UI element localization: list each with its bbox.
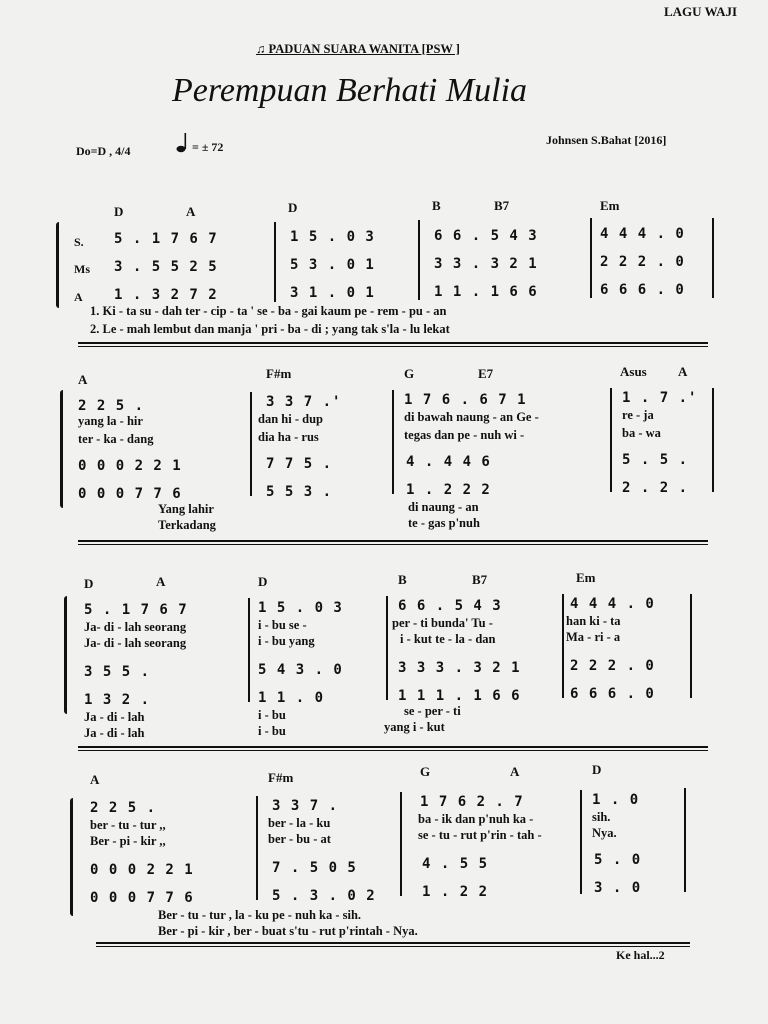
lyric-line: Ja - di - lah	[84, 710, 145, 724]
choir-subtitle: ♫ PADUAN SUARA WANITA [PSW ]	[256, 42, 460, 56]
mezzo-notes: 5 3 . 0 1	[290, 257, 375, 273]
chord: A	[678, 364, 688, 379]
mezzo-notes: 3 . 5 5 2 5	[114, 259, 218, 275]
part-label: A	[74, 290, 83, 304]
next-page-note: Ke hal...2	[616, 948, 665, 962]
alto-notes: 5 5 3 .	[266, 484, 333, 500]
mezzo-notes: 4 . 4 4 6	[406, 454, 491, 470]
composer: Johnsen S.Bahat [2016]	[546, 133, 667, 147]
lyric-line: ber - tu - tur ,,	[90, 818, 166, 832]
soprano-notes: 1 . 0	[592, 792, 640, 808]
system-divider	[78, 342, 708, 347]
barline	[610, 388, 612, 492]
chord: B7	[472, 572, 488, 587]
barline	[256, 796, 258, 900]
lyric-line: dia ha - rus	[258, 430, 319, 444]
soprano-notes: 1 7 6 . 6 7 1	[404, 392, 527, 408]
chord: F#m	[268, 770, 294, 785]
barline	[250, 392, 252, 496]
staff-brace	[56, 222, 59, 308]
alto-notes: 1 1 1 . 1 6 6	[398, 688, 521, 704]
alto-notes: 1 1 . 1 6 6	[434, 284, 538, 300]
soprano-notes: 4 4 4 . 0	[600, 226, 685, 242]
lyric-line: i - kut te - la - dan	[400, 632, 496, 646]
lyric-line: ba - ik dan p'nuh ka -	[418, 812, 534, 826]
barline	[274, 222, 276, 302]
mezzo-notes: 2 2 2 . 0	[600, 254, 685, 270]
barline	[400, 792, 402, 896]
staff-brace	[70, 798, 73, 916]
soprano-notes: 1 . 7 .'	[622, 390, 698, 406]
soprano-notes: 6 6 . 5 4 3	[434, 228, 538, 244]
system-divider	[78, 540, 708, 545]
mezzo-notes: 7 . 5 0 5	[272, 860, 357, 876]
lyric-line: yang i - kut	[384, 720, 445, 734]
lyric-verse-1: 1. Ki - ta su - dah ter - cip - ta ' se - ba - gai kaum pe - rem - pu - an	[90, 304, 447, 318]
lyric-line: i - bu yang	[258, 634, 315, 648]
chord: F#m	[266, 366, 292, 381]
chord: D	[114, 204, 124, 219]
lyric-line: han ki - ta	[566, 614, 621, 628]
staff-brace	[60, 390, 63, 508]
alto-notes: 1 . 2 2	[422, 884, 489, 900]
chord: D	[288, 200, 298, 215]
lyric-line: Ja - di - lah	[84, 726, 145, 740]
lyric-line: sih.	[592, 810, 611, 824]
barline	[392, 390, 394, 494]
lyric-line: Ja- di - lah seorang	[84, 620, 187, 634]
alto-notes: 3 . 0	[594, 880, 642, 896]
barline	[712, 218, 714, 298]
lyric-line: Ber - pi - kir ,,	[90, 834, 166, 848]
barline	[248, 598, 250, 702]
key-signature: Do=D , 4/4	[76, 144, 131, 158]
soprano-notes: 6 6 . 5 4 3	[398, 598, 502, 614]
alto-notes: 1 1 . 0	[258, 690, 325, 706]
chord: E7	[478, 366, 494, 381]
part-label: Ms	[74, 262, 90, 276]
quarter-note-icon	[176, 132, 190, 159]
alto-notes: 0 0 0 7 7 6	[90, 890, 194, 906]
system-divider	[78, 746, 708, 751]
barline	[386, 596, 388, 700]
soprano-notes: 4 4 4 . 0	[570, 596, 655, 612]
mezzo-notes: 5 . 5 .	[622, 452, 689, 468]
soprano-notes: 5 . 1 7 6 7	[114, 231, 218, 247]
barline	[684, 788, 686, 892]
chord: A	[90, 772, 100, 787]
lyric-line: ba - wa	[622, 426, 661, 440]
soprano-notes: 3 3 7 .	[272, 798, 339, 814]
mezzo-notes: 5 4 3 . 0	[258, 662, 343, 678]
barline	[690, 594, 692, 698]
barline	[562, 594, 564, 698]
barline	[712, 388, 714, 492]
lyric-line: tegas dan pe - nuh wi -	[404, 428, 525, 442]
lyric-line: Ber - pi - kir , ber - buat s'tu - rut p'rintah - Nya.	[158, 924, 418, 938]
lyric-line: yang la - hir	[78, 414, 143, 428]
alto-notes: 0 0 0 7 7 6	[78, 486, 182, 502]
alto-notes: 3 1 . 0 1	[290, 285, 375, 301]
song-title: Perempuan Berhati Mulia	[172, 72, 528, 109]
lyric-line: Terkadang	[158, 518, 216, 532]
soprano-notes: 3 3 7 .'	[266, 394, 342, 410]
lyric-line: ber - bu - at	[268, 832, 331, 846]
mezzo-notes: 3 3 3 . 3 2 1	[398, 660, 521, 676]
chord: D	[84, 576, 94, 591]
chord: D	[592, 762, 602, 777]
soprano-notes: 1 5 . 0 3	[290, 229, 375, 245]
lyric-line: i - bu	[258, 708, 286, 722]
mezzo-notes: 0 0 0 2 2 1	[78, 458, 182, 474]
lyric-line: Nya.	[592, 826, 617, 840]
mezzo-notes: 2 2 2 . 0	[570, 658, 655, 674]
chord: A	[78, 372, 88, 387]
chord: Asus	[620, 364, 647, 379]
lyric-line: Ma - ri - a	[566, 630, 621, 644]
lyric-line: i - bu	[258, 724, 286, 738]
chord: D	[258, 574, 268, 589]
soprano-notes: 1 7 6 2 . 7	[420, 794, 524, 810]
mezzo-notes: 3 3 . 3 2 1	[434, 256, 538, 272]
lyric-line: ber - la - ku	[268, 816, 331, 830]
soprano-notes: 1 5 . 0 3	[258, 600, 343, 616]
lyric-line: per - ti bunda' Tu -	[392, 616, 493, 630]
chord: A	[510, 764, 520, 779]
alto-notes: 1 . 3 2 7 2	[114, 287, 218, 303]
lyric-line: di bawah naung - an Ge -	[404, 410, 539, 424]
lyric-line: se - per - ti	[404, 704, 461, 718]
lyric-line: re - ja	[622, 408, 654, 422]
part-label: S.	[74, 235, 84, 249]
lyric-line: se - tu - rut p'rin - tah -	[418, 828, 542, 842]
lyric-line: i - bu se -	[258, 618, 307, 632]
alto-notes: 1 3 2 .	[84, 692, 151, 708]
soprano-notes: 2 2 5 .	[78, 398, 145, 414]
lyric-line: di naung - an	[408, 500, 479, 514]
mezzo-notes: 7 7 5 .	[266, 456, 333, 472]
system-divider	[96, 942, 690, 947]
lyric-line: Ber - tu - tur , la - ku pe - nuh ka - sih.	[158, 908, 362, 922]
mezzo-notes: 4 . 5 5	[422, 856, 489, 872]
chord: B	[432, 198, 441, 213]
tempo: = ± 72	[192, 140, 224, 154]
chord: Em	[576, 570, 596, 585]
staff-brace	[64, 596, 67, 714]
mezzo-notes: 0 0 0 2 2 1	[90, 862, 194, 878]
barline	[590, 218, 592, 298]
soprano-notes: 5 . 1 7 6 7	[84, 602, 188, 618]
alto-notes: 6 6 6 . 0	[600, 282, 685, 298]
alto-notes: 1 . 2 2 2	[406, 482, 491, 498]
chord: B	[398, 572, 407, 587]
corner-label: LAGU WAJI	[664, 4, 738, 19]
chord: Em	[600, 198, 620, 213]
soprano-notes: 2 2 5 .	[90, 800, 157, 816]
alto-notes: 6 6 6 . 0	[570, 686, 655, 702]
lyric-verse-2: 2. Le - mah lembut dan manja ' pri - ba - di ; yang tak s'la - lu lekat	[90, 322, 450, 336]
alto-notes: 2 . 2 .	[622, 480, 689, 496]
chord: G	[404, 366, 415, 381]
lyric-line: dan hi - dup	[258, 412, 323, 426]
lyric-line: Yang lahir	[158, 502, 214, 516]
chord: A	[156, 574, 166, 589]
alto-notes: 5 . 3 . 0 2	[272, 888, 376, 904]
lyric-line: te - gas p'nuh	[408, 516, 480, 530]
chord: B7	[494, 198, 510, 213]
barline	[580, 790, 582, 894]
lyric-line: ter - ka - dang	[78, 432, 154, 446]
chord: A	[186, 204, 196, 219]
chord: G	[420, 764, 431, 779]
mezzo-notes: 3 5 5 .	[84, 664, 151, 680]
barline	[418, 220, 420, 300]
mezzo-notes: 5 . 0	[594, 852, 642, 868]
lyric-line: Ja- di - lah seorang	[84, 636, 187, 650]
